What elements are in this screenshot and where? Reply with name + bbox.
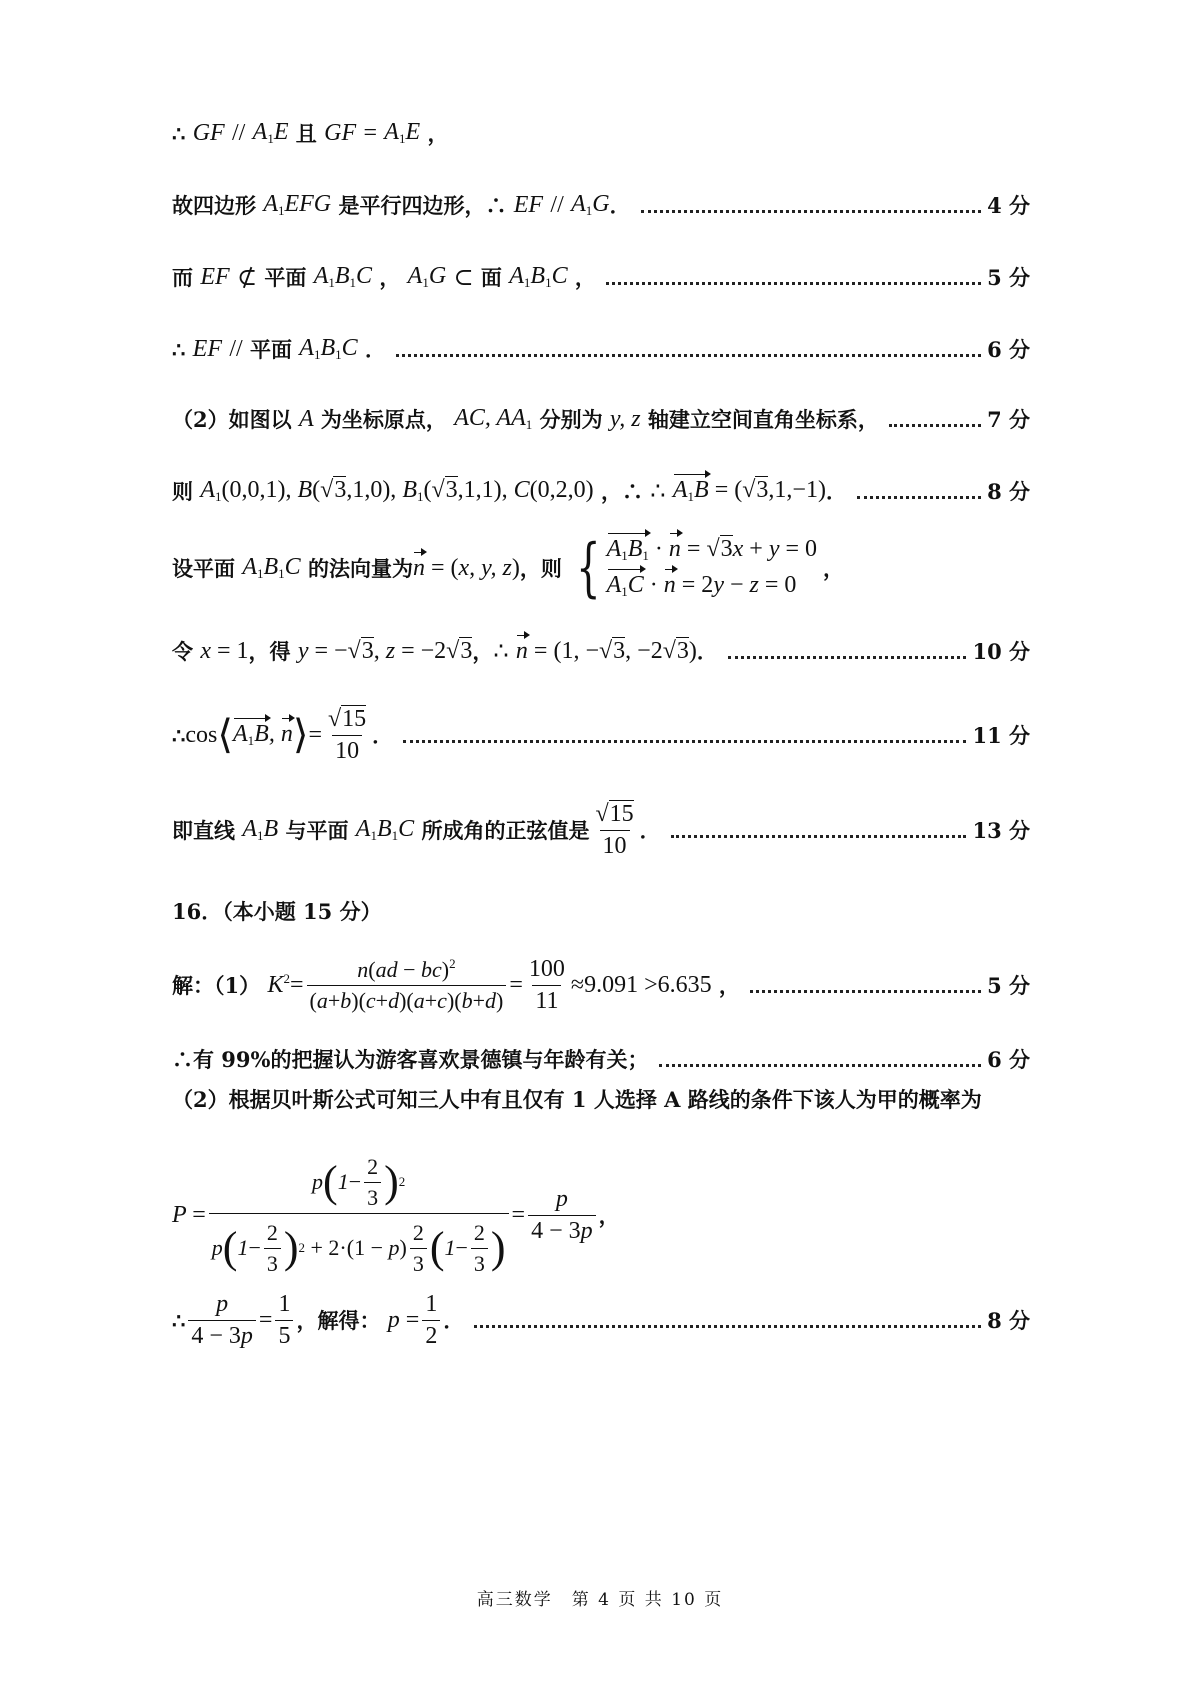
score-label: 4 分: [987, 193, 1030, 218]
line-7: [172, 528, 1030, 608]
score-label: 6 分: [987, 337, 1030, 362]
line-13-text: ∴有 99%的把握认为游客喜欢景德镇与年龄有关；: [172, 1047, 649, 1072]
leader-dots: [641, 210, 981, 213]
line-8-text: 令 x = 1 ，得 y = −√3, z = −2√3 ， ∴ n = (1, −√3, −2√3) ．: [172, 637, 718, 665]
line-6: [172, 476, 1030, 506]
leader-dots: [857, 496, 981, 499]
line-2-text: 故四边形 $A_1EFG$ 是平行四边形，∴ EF // $A_1G$ ．: [172, 191, 631, 218]
leader-dots: [659, 1064, 982, 1067]
line-12-text: 解：（1） $K^2=$ $\frac{n(ad - bc)^2}{(a+b)(c+d)(a+c)(b+d)}$ = $\frac{100}{11}$ ≈9.091 >6.635 ，: [172, 955, 740, 1014]
score-label: 8 分: [987, 479, 1030, 504]
score-label: 11 分: [972, 723, 1030, 748]
leader-dots: [671, 835, 967, 838]
line-5-text: （2）如图以 A 为坐标原点， AC, $AA_1$ 分别为 y, z 轴建立空间直角坐标系，: [172, 405, 879, 432]
line-15-text: P = p ( 1 − $\frac{2}{3}$ ) 2 p ( 1 − $\frac{2}{3}$ ) 2 + 2·(1 − p ) $\frac{2}{3}$ ( 1 − $\frac{2}{3}$ ) = $\frac{p}{4 - 3p}$ ，: [172, 1153, 620, 1276]
line-12: [172, 950, 1030, 1020]
page-footer: 高三数学 第 4 页 共 10 页: [476, 1590, 724, 1610]
line-4: [172, 334, 1030, 364]
line-11: [172, 896, 1030, 926]
line-14: [172, 1084, 1030, 1114]
line-15: [172, 1140, 1030, 1290]
leader-dots: [750, 990, 981, 993]
line-8: [172, 636, 1030, 666]
line-5: [172, 404, 1030, 434]
leader-dots: [606, 282, 981, 285]
score-label: 7 分: [987, 407, 1030, 432]
line-16: [172, 1290, 1030, 1350]
score-label: 6 分: [987, 1047, 1030, 1072]
equation-system: { $A_1B_1 \cdot n = √3x + y = 0$ $A_1C \cdot n = 2y - z = 0$: [576, 531, 818, 605]
line-3-text: 而 EF ⊄ 平面 $A_1B_1C$ ， $A_1G$ ⊂ 面 $A_1B_1C$ ，: [172, 263, 596, 291]
leader-dots: [403, 740, 966, 743]
line-16-text: ∴ $\frac{p}{4 - 3p}$ = $\frac{1}{5}$ ，解得： p = $\frac{1}{2}$ ．: [172, 1290, 465, 1349]
line-1: [172, 118, 1030, 148]
score-label: 5 分: [987, 973, 1030, 998]
leader-dots: [396, 354, 981, 357]
line-10-text: 即直线 $A_1B$ 与平面 $A_1B_1C$ 所成角的正弦值是 $\frac{√15}{10}$ ．: [172, 800, 661, 859]
leader-dots: [728, 656, 967, 659]
line-10: [172, 800, 1030, 860]
line-1-text: ∴ GF // $A_1E$ 且 GF = $A_1E$ ，: [172, 119, 449, 146]
line-3: [172, 262, 1030, 292]
problem-16-heading: 16．（本小题 15 分）: [172, 899, 382, 924]
score-label: 13 分: [972, 818, 1030, 843]
line-6-text: 则 $A_1(0,0,1)$, B(√3,1,0), $B_1(√3,1,1)$, C(0,2,0) ，∴ ∴ $A_1B = (√3,1,-1)$ ．: [172, 477, 847, 505]
score-label: 5 分: [987, 265, 1030, 290]
line-14-text: （2）根据贝叶斯公式可知三人中有且仅有 1 人选择 A 路线的条件下该人为甲的概率为: [172, 1087, 982, 1112]
line-9-text: ∴ cos ⟨ $A_1B$, n ⟩ = $\frac{√15}{10}$ ．: [172, 705, 394, 764]
leader-dots: [889, 424, 981, 427]
score-label: 10 分: [972, 639, 1030, 664]
line-9: [172, 705, 1030, 765]
line-2: [172, 190, 1030, 220]
line-4-text: ∴ EF // 平面 $A_1B_1C$ ．: [172, 335, 386, 362]
score-label: 8 分: [987, 1308, 1030, 1333]
line-7-text: 设平面 $A_1B_1C$ 的法向量为 n = (x, y, z) ，则 { $A_1B_1 \cdot n = √3x + y = 0$ $A_1C \cdot n = 2y - z = 0$ ，: [172, 531, 845, 605]
leader-dots: [474, 1325, 981, 1328]
line-13: [172, 1044, 1030, 1074]
